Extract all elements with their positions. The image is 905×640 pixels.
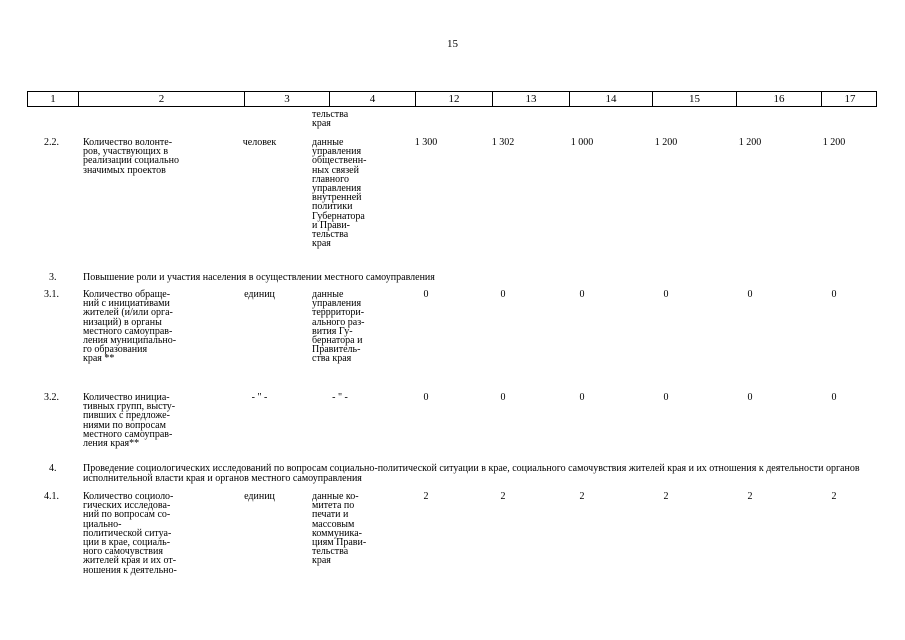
row-value-col-13: 0: [500, 289, 506, 300]
row-value-col-13: 2: [500, 491, 506, 502]
row-data-source: данные управления террритори- ального раз- вития Гу- бернатора и Правитель- ства края: [312, 289, 365, 365]
row-unit: - " -: [251, 392, 268, 403]
row-value-col-16: 2: [747, 491, 753, 502]
row-value-col-14: 2: [579, 491, 585, 502]
row-indicator-name: Количество социоло- гических исследова- ний по вопросам со- циально- политической ситуа- ции в крае, социаль- ного самочувствия жителей края и их от- ношения к деятельно-: [83, 491, 177, 576]
header-col-1: 1: [50, 93, 56, 105]
row-value-col-17: 1 200: [822, 137, 846, 148]
row-value-col-14: 1 000: [570, 137, 594, 148]
row-data-source: данные ко- митета по печати и массовым коммуника- циям Прави- тельства края: [312, 491, 367, 567]
header-col-4: 4: [329, 92, 415, 106]
row-value-col-15: 0: [663, 392, 669, 403]
header-col-14: 14: [569, 92, 652, 106]
row-value-col-15: 0: [663, 289, 669, 300]
row-id: 3.1.: [44, 289, 59, 300]
row-value-col-15: 1 200: [654, 137, 678, 148]
header-col-2: 2: [78, 92, 244, 106]
row-value-col-14: 0: [579, 289, 585, 300]
header-col-12: 12: [415, 92, 492, 106]
row-value-col-12: 2: [423, 491, 429, 502]
header-col-15: 15: [652, 92, 736, 106]
row-value-col-16: 0: [747, 392, 753, 403]
page-number: 15: [447, 38, 458, 50]
row-value-col-16: 1 200: [738, 137, 762, 148]
row-id: 4.1.: [44, 491, 59, 502]
header-col-17: 17: [821, 92, 878, 106]
row-value-col-12: 1 300: [414, 137, 438, 148]
header-col-16: 16: [736, 92, 821, 106]
section-title: Повышение роли и участия населения в осуществлении местного самоуправления: [83, 272, 435, 283]
row-indicator-name: Количество волонте- ров, участвующих в реализации социально значимых проектов: [83, 137, 179, 176]
row-value-col-17: 2: [831, 491, 837, 502]
header-col-3: 3: [244, 92, 329, 106]
row-data-source: - " -: [332, 392, 348, 403]
row-value-col-12: 0: [423, 289, 429, 300]
row-value-col-17: 0: [831, 392, 837, 403]
row-id: 2.2.: [44, 137, 59, 148]
row-unit: человек: [242, 137, 277, 148]
row-unit: единиц: [244, 289, 275, 300]
row-data-source: данные управления общественн- ных связей главного управления внутренней политики Губернатора и Прави- тельства края: [312, 137, 367, 250]
header-col-13: 13: [492, 92, 569, 106]
row-value-col-13: 0: [500, 392, 506, 403]
row-value-col-14: 0: [579, 392, 585, 403]
row-unit: единиц: [244, 491, 275, 502]
section-title: Проведение социологических исследований по вопросам социально-политической ситуации в крае, социального самочувствия жителей края и их отношения к деятельности органов исполнительной власти края и органов местного самоуправления: [83, 463, 860, 484]
row-value-col-12: 0: [423, 392, 429, 403]
row-value-col-16: 0: [747, 289, 753, 300]
section-id: 3.: [49, 272, 57, 283]
row-value-col-17: 0: [831, 289, 837, 300]
row-value-col-13: 1 302: [491, 137, 515, 148]
row-indicator-name: Количество инициа- тивных групп, высту- пивших с предложе- ниями по вопросам местного самоуправ- ления края**: [83, 392, 176, 450]
row-id: 3.2.: [44, 392, 59, 403]
continuation-text: тельства края: [312, 109, 349, 130]
row-value-col-15: 2: [663, 491, 669, 502]
section-id: 4.: [49, 463, 57, 474]
table-header-row: [27, 91, 877, 107]
row-indicator-name: Количество обраще- ний с инициативами жителей (и/или орга- низаций) в органы местного самоуправ- ления муниципально- го образования края **: [83, 289, 177, 365]
